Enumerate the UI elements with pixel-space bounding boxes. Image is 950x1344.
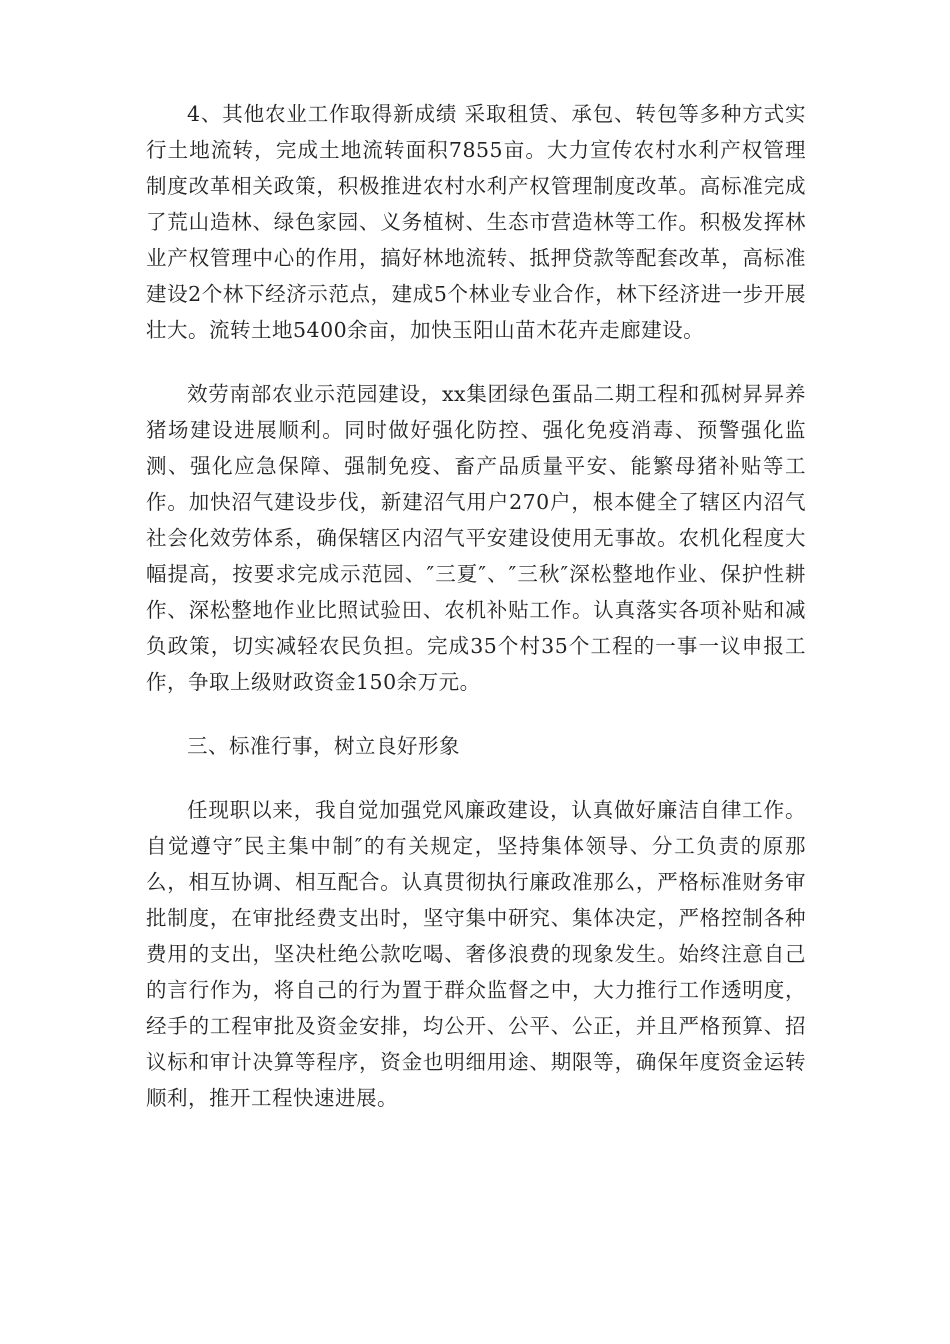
document-body [146, 96, 806, 1116]
section-heading-conduct: 三、标准行事，树立良好形象 [187, 734, 460, 758]
paragraph-agriculture-park: 效劳南部农业示范园建设，xx集团绿色蛋品二期工程和孤树昇昇养猪场建设进展顺利。同时做好强化防控、强化免疫消毒、预警强化监测、强化应急保障、强制免疫、畜产品质量平安、能繁母猪补贴等工作。加快沼气建设步伐，新建沼气用户270户，根本健全了辖区内沼气社会化效劳体系，确保辖区内沼气平安建设使用无事故。农机化程度大幅提高，按要求完成示范园、″三夏″、″三秋″深松整地作业、保护性耕作、深松整地作业比照试验田、农机补贴工作。认真落实各项补贴和减负政策，切实减轻农民负担。完成35个村35个工程的一事一议申报工作，争取上级财政资金150余万元。 [146, 382, 806, 694]
paragraph-integrity: 任现职以来，我自觉加强党风廉政建设，认真做好廉洁自律工作。自觉遵守″民主集中制″的有关规定，坚持集体领导、分工负责的原那么，相互协调、相互配合。认真贯彻执行廉政准那么，严格标准财务审批制度，在审批经费支出时，坚守集中研究、集体决定，严格控制各种费用的支出，坚决杜绝公款吃喝、奢侈浪费的现象发生。始终注意自己的言行作为，将自己的行为置于群众监督之中，大力推行工作透明度，经手的工程审批及资金安排，均公开、公平、公正，并且严格预算、招议标和审计决算等程序，资金也明细用途、期限等，确保年度资金运转顺利，推开工程快速进展。 [146, 798, 806, 1110]
paragraph-other-agriculture: 4、其他农业工作取得新成绩 采取租赁、承包、转包等多种方式实行土地流转，完成土地流转面积7855亩。大力宣传农村水利产权管理制度改革相关政策，积极推进农村水利产权管理制度改革。高标准完成了荒山造林、绿色家园、义务植树、生态市营造林等工作。积极发挥林业产权管理中心的作用，搞好林地流转、抵押贷款等配套改革，高标准建设2个林下经济示范点，建成5个林业专业合作，林下经济进一步开展壮大。流转土地5400余亩，加快玉阳山苗木花卉走廊建设。 [146, 102, 806, 342]
